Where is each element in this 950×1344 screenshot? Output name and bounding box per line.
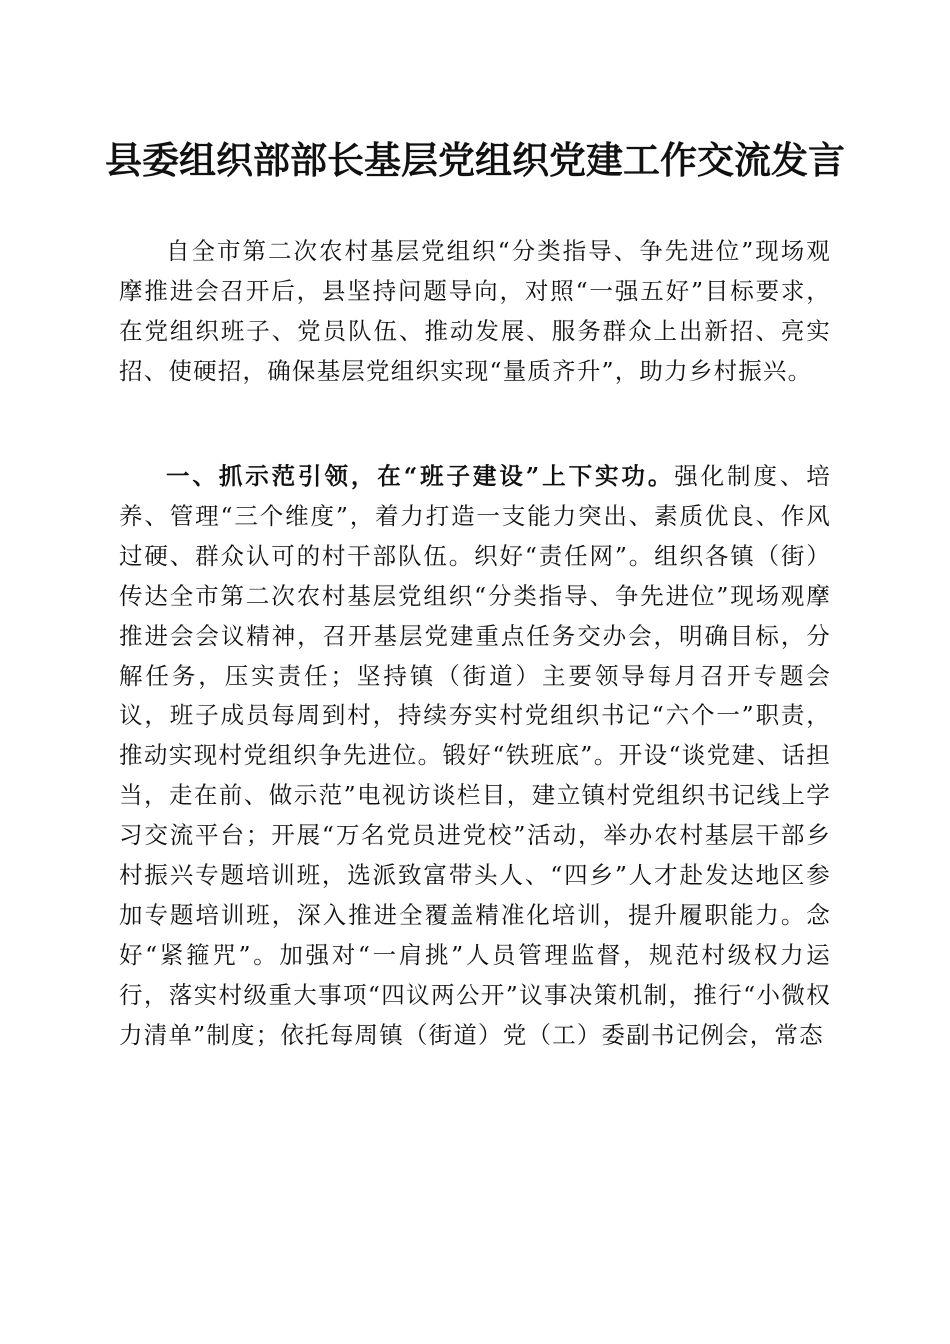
section-one-heading: 一、抓示范引领，在“班子建设”上下实功。 <box>166 462 675 490</box>
intro-paragraph <box>119 232 831 392</box>
intro-paragraph-text: 自全市第二次农村基层党组织“分类指导、争先进位”现场观摩推进会召开后，县坚持问题导向，对照“一强五好”目标要求，在党组织班子、党员队伍、推动发展、服务群众上出新招、亮实招、使硬招，确保基层党组织实现“量质齐升”，助力乡村振兴。 <box>119 237 831 385</box>
section-one-body-text: 强化制度、培养、管理“三个维度”，着力打造一支能力突出、素质优良、作风过硬、群众认可的村干部队伍。织好“责任网”。组织各镇（街）传达全市第二次农村基层党组织“分类指导、争先进位”现场观摩推进会会议精神，召开基层党建重点任务交办会，明确目标，分解任务，压实责任；坚持镇（街道）主要领导每月召开专题会议，班子成员每周到村，持续夯实村党组织书记“六个一”职责，推动实现村党组织争先进位。锻好“铁班底”。开设“谈党建、话担当，走在前、做示范”电视访谈栏目，建立镇村党组织书记线上学习交流平台；开展“万名党员进党校”活动，举办农村基层干部乡村振兴专题培训班，选派致富带头人、“四乡”人才赴发达地区参加专题培训班，深入推进全覆盖精准化培训，提升履职能力。念好“紧箍咒”。加强对“一肩挑”人员管理监督，规范村级权力运行，落实村级重大事项“四议两公开”议事决策机制，推行“小微权力清单”制度；依托每周镇（街道）党（工）委副书记例会，常态 <box>119 462 831 1049</box>
document-title: 县委组织部部长基层党组织党建工作交流发言 <box>105 138 845 182</box>
section-one-paragraph <box>119 457 831 1056</box>
